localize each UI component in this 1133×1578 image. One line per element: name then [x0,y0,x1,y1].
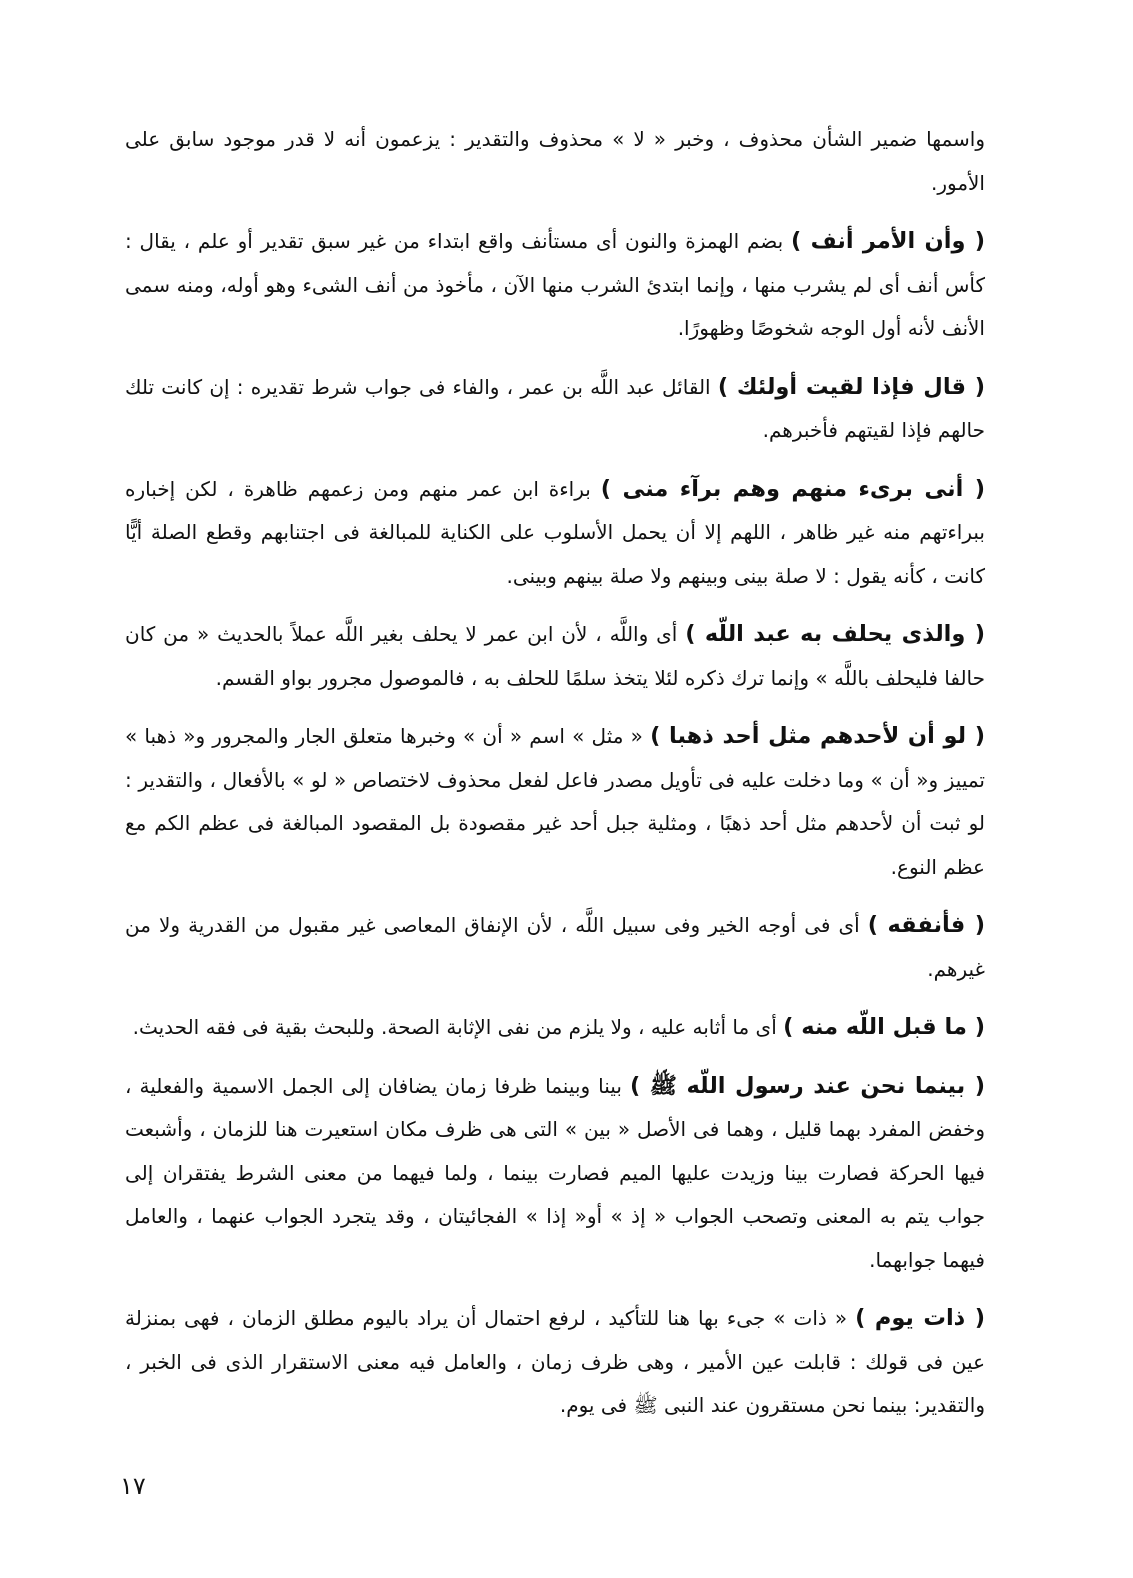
paragraph-10 [125,1297,985,1428]
paragraph-7-text: أى فى أوجه الخير وفى سبيل اللَّه ، لأن الإنفاق المعاصى غير مقبول من القدرية ولا من غيرهم. [125,913,985,981]
paragraph-2-heading: ( وأن الأمر أنف ) [791,228,985,254]
paragraph-8-heading: ( ما قبل اللّه منه ) [783,1014,985,1040]
paragraph-8 [125,1006,985,1050]
paragraph-5-text: أى واللَّه ، لأن ابن عمر لا يحلف بغير اللَّه عملاً بالحديث « من كان حالفا فليحلف باللَّه » وإنما ترك ذكره لئلا يتخذ سلمًا للحلف به ، فالموصول مجرور بواو القسم. [125,622,985,690]
paragraph-10-heading: ( ذات يوم ) [855,1305,985,1331]
paragraph-9-text: بينا وبينما ظرفا زمان يضافان إلى الجمل الاسمية والفعلية ، وخفض المفرد بهما قليل ، وهما فى الأصل « بين » التى هى ظرف مكان استعيرت هنا للزمان ، وأشبعت فيها الحركة فصارت بينا وزيدت عليها الميم فصارت بينما ، ولما فيهما من معنى الشرط يفتقران إلى جواب يتم به المعنى وتصحب الجواب « إذ » أو« إذا » الفجائيتان ، وقد يتجرد الجواب عنهما ، والعامل فيهما جوابهما. [125,1073,985,1272]
page-number: ١٧ [120,1472,146,1500]
paragraph-6-text: « مثل » اسم « أن » وخبرها متعلق الجار والمجرور و« ذهبا » تمييز و« أن » وما دخلت عليه فى تأويل مصدر فاعل لفعل محذوف لاختصاص « لو » بالأفعال ، والتقدير : لو ثبت أن لأحدهم مثل أحد ذهبًا ، ومثلية جبل أحد غير مقصودة بل المقصود المبالغة فى عظم الكم مع عظم النوع. [125,724,985,879]
paragraph-5 [125,613,985,700]
paragraph-2 [125,220,985,351]
paragraph-3 [125,366,985,453]
paragraph-9 [125,1065,985,1283]
paragraph-6-heading: ( لو أن لأحدهم مثل أحد ذهبا ) [650,723,985,749]
page-body [125,118,985,1443]
paragraph-7 [125,904,985,991]
paragraph-1-text: واسمها ضمير الشأن محذوف ، وخبر « لا » محذوف والتقدير : يزعمون أنه لا قدر موجود سابق على الأمور. [125,127,985,195]
paragraph-4 [125,468,985,599]
paragraph-8-text: أى ما أثابه عليه ، ولا يلزم من نفى الإثابة الصحة. وللبحث بقية فى فقه الحديث. [132,1015,784,1039]
paragraph-10-text: « ذات » جىء بها هنا للتأكيد ، لرفع احتمال أن يراد باليوم مطلق الزمان ، فهى بمنزلة عين فى قولك : قابلت عين الأمير ، وهى ظرف زمان ، والعامل فيه معنى الاستقرار الذى فى الخبر ، والتقدير: بينما نحن مستقرون عند النبى ﷺ فى يوم. [125,1306,985,1417]
paragraph-5-heading: ( والذى يحلف به عبد اللّه ) [685,621,985,647]
paragraph-3-heading: ( قال فإذا لقيت أولئك ) [717,373,985,400]
paragraph-2-text: بضم الهمزة والنون أى مستأنف واقع ابتداء من غير سبق تقدير أو علم ، يقال : كأس أنف أى لم يشرب منها ، وإنما ابتدئ الشرب منها الآن ، مأخوذ من أنف الشىء وهو أوله، ومنه سمى الأنف لأنه أول الوجه شخوصًا وظهورًا. [125,229,985,340]
paragraph-3-text: القائل عبد اللَّه بن عمر ، والفاء فى جواب شرط تقديره : إن كانت تلك حالهم فإذا لقيتهم فأخبرهم. [125,374,985,442]
paragraph-1 [125,118,985,205]
paragraph-4-text: براءة ابن عمر منهم ومن زعمهم ظاهرة ، لكن إخباره ببراءتهم منه غير ظاهر ، اللهم إلا أن يحمل الأسلوب على الكناية للمبالغة فى اجتنابهم وقطع الصلة أيًّا كانت ، كأنه يقول : لا صلة بينى وبينهم ولا صلة بينهم وبينى. [125,476,985,588]
paragraph-7-heading: ( فأنفقه ) [867,912,985,938]
paragraph-9-heading: ( بينما نحن عند رسول اللّه ﷺ ) [629,1072,986,1099]
paragraph-4-heading: ( أنى برىء منهم وهم برآء منى ) [600,475,985,502]
paragraph-6 [125,715,985,889]
